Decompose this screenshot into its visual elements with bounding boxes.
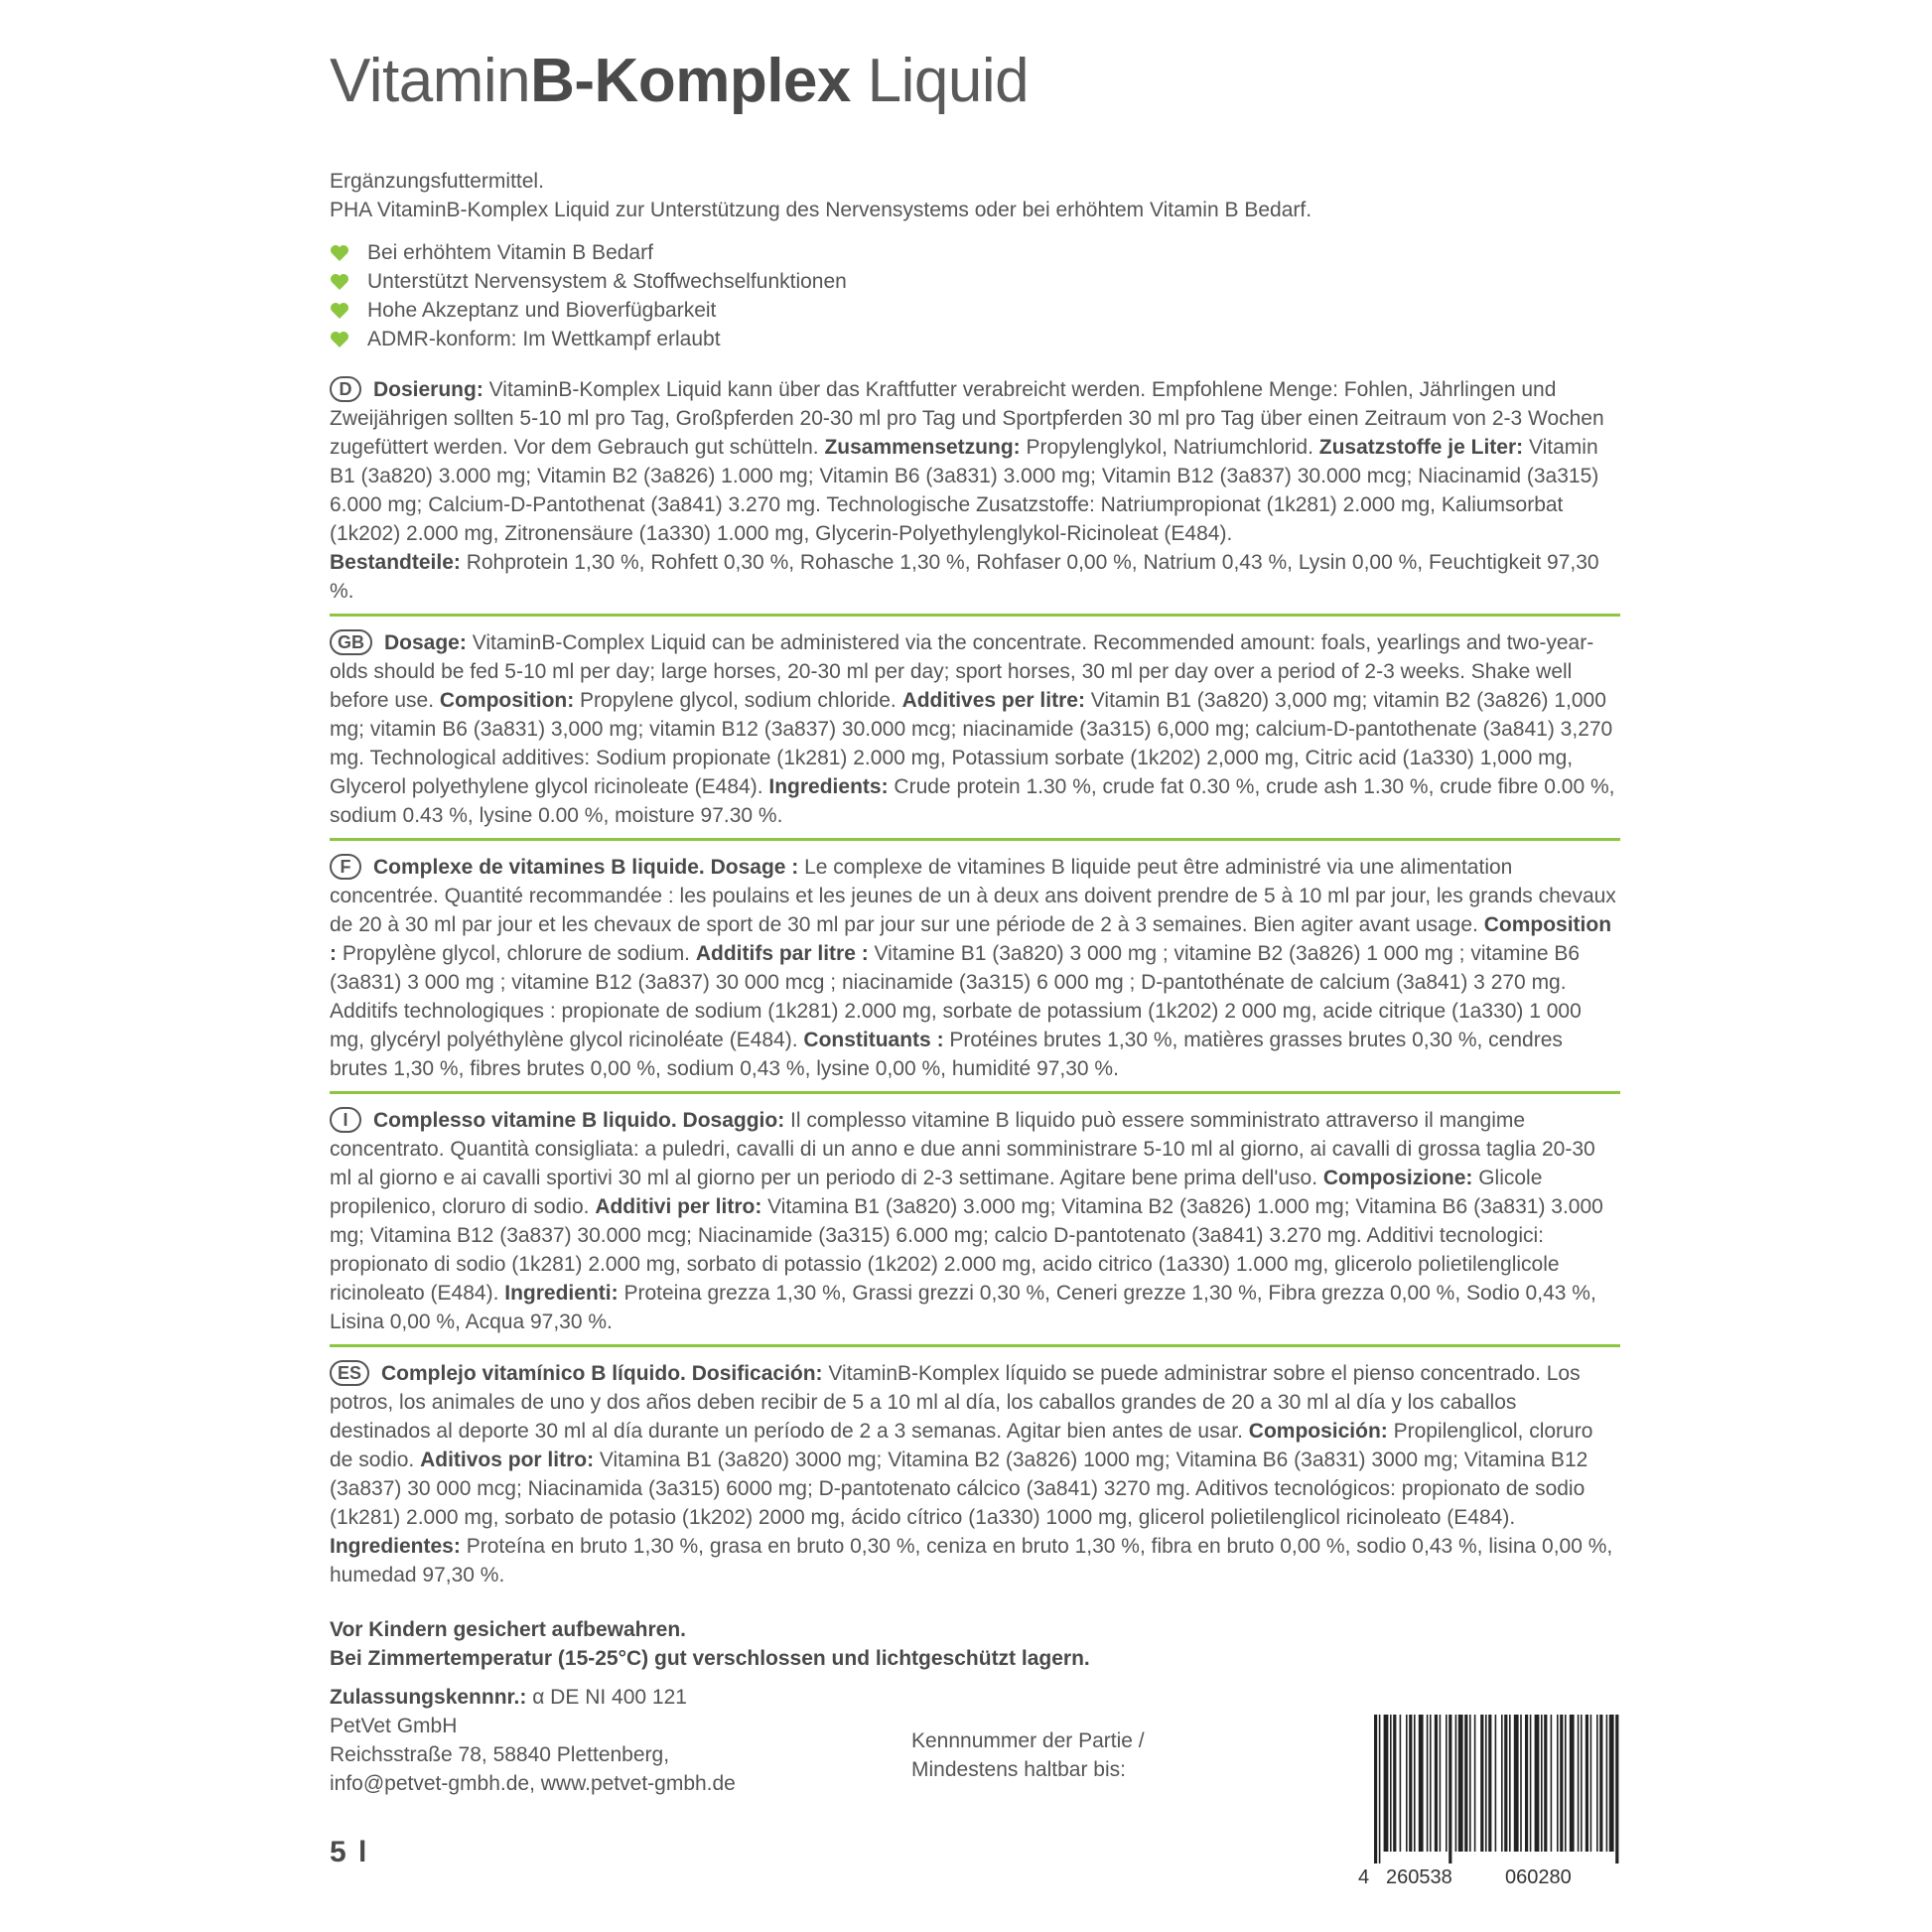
heart-icon xyxy=(330,273,349,291)
storage-note xyxy=(330,1615,1620,1673)
barcode-bar xyxy=(1485,1715,1487,1852)
barcode-bar xyxy=(1615,1715,1618,1863)
heart-icon xyxy=(330,244,349,262)
barcode-bar xyxy=(1578,1715,1580,1852)
benefit-list xyxy=(330,238,1620,353)
barcode-bar xyxy=(1419,1715,1424,1852)
barcode-bar xyxy=(1414,1715,1416,1852)
company-address: Reichsstraße 78, 58840 Plettenberg, xyxy=(330,1743,670,1766)
best-before-label: Mindestens haltbar bis: xyxy=(911,1758,1126,1781)
language-tag: I xyxy=(330,1107,361,1133)
title-bold: B-Komplex xyxy=(530,47,851,115)
barcode-icon xyxy=(1372,1715,1620,1863)
intro-line-1: Ergänzungsfuttermittel. xyxy=(330,170,544,193)
barcode-bar xyxy=(1581,1715,1583,1852)
barcode-bar xyxy=(1606,1715,1608,1852)
lot-label: Kennnummer der Partie / xyxy=(911,1729,1145,1752)
product-title xyxy=(330,40,1620,123)
barcode-bar xyxy=(1544,1715,1547,1852)
barcode-bar xyxy=(1374,1715,1377,1863)
barcode-bar xyxy=(1501,1715,1503,1852)
barcode-bar xyxy=(1504,1715,1507,1852)
company-name: PetVet GmbH xyxy=(330,1715,458,1737)
section-gb: GB Dosage: VitaminB-Complex Liquid can be administered via the concentrate. Recommended amount: foals, yearlings and two-year-olds should be fed 5-10 ml per day; large horses, 20-30 ml per day; sport horses, 30 ml per day over a period of 2-3 weeks. Shake well before use. Composition: Propylene glycol, sodium chloride. Additives per litre: Vitamin B1 (3a820) 3,000 mg; vitamin B2 (3a826) 1,000 mg; vitamin B6 (3a831) 3,000 mg; vitamin B12 (3a837) 30.000 mcg; niacinamide (3a315) 6,000 mg; calcium-D-pantothenate (3a841) 3,270 mg. Technological additives: Sodium propionate (1k281) 2.000 mg, Potassium sorbate (1k202) 2,000 mg, Citric acid (1a330) 1,000 mg, Glycerol polyethylene glycol ricinoleate (E484). Ingredients: Crude protein 1.30 %, crude fat 0.30 %, crude ash 1.30 %, crude fibre 0.00 %, sodium 0.43 %, lysine 0.00 %, moisture 97.30 %. xyxy=(330,631,1615,827)
barcode-bar xyxy=(1480,1715,1483,1852)
barcode-bar xyxy=(1393,1715,1396,1852)
barcode-bar xyxy=(1430,1715,1432,1852)
barcode-bar xyxy=(1590,1715,1592,1852)
barcode-bar xyxy=(1557,1715,1559,1852)
intro-line-2: PHA VitaminB-Komplex Liquid zur Unterstützung des Nervensystems oder bei erhöhtem Vitamin B Bedarf. xyxy=(330,199,1312,221)
manufacturer-address xyxy=(330,1683,886,1798)
barcode-bar xyxy=(1565,1715,1567,1852)
list-item: Unterstützt Nervensystem & Stoffwechselfunktionen xyxy=(330,267,1620,296)
barcode-bar xyxy=(1458,1715,1463,1852)
barcode-bar xyxy=(1464,1715,1467,1852)
barcode-bar xyxy=(1440,1715,1442,1852)
barcode-bar xyxy=(1400,1715,1402,1852)
barcode-bar xyxy=(1596,1715,1598,1852)
barcode-bar xyxy=(1474,1715,1476,1852)
language-sections xyxy=(330,375,1620,1597)
section-fr: F Complexe de vitamines B liquide. Dosage : Le complexe de vitamines B liquide peut être administré via une alimentation concentrée. Quantité recommandée : les poulains et les jeunes de un à deux ans doivent prendre de 5 à 10 ml par jour, les grands chevaux de 20 à 30 ml par jour et les chevaux de sport de 30 ml par jour sur une période de 2 à 3 semaines. Bien agiter avant usage. Composition : Propylène glycol, chlorure de sodium. Additifs par litre : Vitamine B1 (3a820) 3 000 mg ; vitamine B2 (3a826) 1 000 mg ; vitamine B6 (3a831) 3 000 mg ; vitamine B12 (3a837) 30 000 mcg ; niacinamide (3a315) 6 000 mg ; D-pantothénate de calcium (3a841) 3 270 mg. Additifs technologiques : propionate de sodium (1k281) 2.000 mg, sorbate de potassium (1k202) 2 000 mg, acide citrique (1a330) 1 000 mg, glycéryl polyéthylène glycol ricinoléate (E484). Constituants : Protéines brutes 1,30 %, matières grasses brutes 0,30 %, cendres brutes 1,30 %, fibres brutes 0,00 %, sodium 0,43 %, lysine 0,00 %, humidité 97,30 %. xyxy=(330,856,1616,1080)
barcode-bar xyxy=(1541,1715,1543,1852)
heart-icon xyxy=(330,331,349,348)
barcode-bar xyxy=(1514,1715,1519,1852)
barcode-bar xyxy=(1435,1715,1438,1852)
barcode-bar xyxy=(1570,1715,1575,1852)
barcode-bar xyxy=(1535,1715,1540,1852)
company-contact: info@petvet-gmbh.de, www.petvet-gmbh.de xyxy=(330,1772,736,1795)
barcode-bar xyxy=(1488,1715,1491,1852)
approval-number: Zulassungskennnr.: α DE NI 400 121 xyxy=(330,1686,687,1709)
barcode-bar xyxy=(1520,1715,1522,1852)
barcode-bar xyxy=(1599,1715,1602,1852)
barcode-bar xyxy=(1384,1715,1389,1852)
barcode-bar xyxy=(1560,1715,1563,1852)
barcode-bar xyxy=(1406,1715,1408,1852)
barcode-bar xyxy=(1390,1715,1392,1852)
section-de: D Dosierung: VitaminB-Komplex Liquid kann über das Kraftfutter verabreicht werden. Empfohlene Menge: Fohlen, Jährlingen und Zweijährigen sollten 5-10 ml pro Tag, Großpferden 20-30 ml pro Tag und Sportpferden 30 ml pro Tag über einen Zeitraum von 2-3 Wochen zugefüttert werden. Vor dem Gebrauch gut schütteln. Zusammensetzung: Propylenglykol, Natriumchlorid. Zusatzstoffe je Liter: Vitamin B1 (3a820) 3.000 mg; Vitamin B2 (3a826) 1.000 mg; Vitamin B6 (3a831) 3.000 mg; Vitamin B12 (3a837) 30.000 mcg; Niacinamid (3a315) 6.000 mg; Calcium-D-Pantothenat (3a841) 3.270 mg. Technologische Zusatzstoffe: Natriumpropionat (1k281) 2.000 mg, Kaliumsorbat (1k202) 2.000 mg, Zitronensäure (1a330) 1.000 mg, Glycerin-Polyethylenglykol-Ricinoleat (E484). Bestandteile: Rohprotein 1,30 %, Rohfett 0,30 %, Rohasche 1,30 %, Rohfaser 0,00 %, Natrium 0,43 %, Lysin 0,00 %, Feuchtigkeit 97,30 %. xyxy=(330,378,1604,603)
barcode-bar xyxy=(1586,1715,1588,1852)
intro xyxy=(330,167,1620,224)
lot-info xyxy=(911,1726,1229,1784)
footer: Zulassungskennnr.: α DE NI 400 121 PetVet GmbH Reichsstraße 78, 58840 Plettenberg, info@petvet-gmbh.de, www.petvet-gmbh.de 5 l Kennnummer der Partie / Mindestens haltbar bis: 4 260538 060280 xyxy=(330,1683,1620,1871)
barcode-bar xyxy=(1525,1715,1528,1852)
storage-line-1: Vor Kindern gesichert aufbewahren. xyxy=(330,1618,687,1641)
language-tag: D xyxy=(330,376,361,402)
barcode-bar xyxy=(1427,1715,1429,1852)
title-suffix: Liquid xyxy=(850,47,1030,115)
barcode-bar xyxy=(1609,1715,1614,1852)
barcode-bar xyxy=(1446,1715,1448,1852)
list-item: Hohe Akzeptanz und Bioverfügbarkeit xyxy=(330,296,1620,325)
language-tag: ES xyxy=(330,1360,369,1386)
barcode-bar xyxy=(1530,1715,1532,1852)
barcode-bar xyxy=(1551,1715,1553,1852)
language-tag: F xyxy=(330,854,361,880)
section-it: I Complesso vitamine B liquido. Dosaggio: Il complesso vitamine B liquido può essere somministrato attraverso il mangime concentrato. Quantità consigliata: a puledri, cavalli di un anno e due anni somministrare 5-10 ml al giorno, ai cavalli di grossa taglia 20-30 ml al giorno e ai cavalli sportivi 30 ml al giorno per un periodo di 2-3 settimane. Agitare bene prima dell'uso. Composizione: Glicole propilenico, cloruro di sodio. Additivi per litro: Vitamina B1 (3a820) 3.000 mg; Vitamina B2 (3a826) 1.000 mg; Vitamina B6 (3a831) 3.000 mg; Vitamina B12 (3a837) 30.000 mcg; Niacinamide (3a315) 6.000 mg; calcio D-pantotenato (3a841) 3.270 mg. Additivi tecnologici: propionato di sodio (1k281) 2.000 mg, sorbato di potassio (1k202) 2.000 mg, acido citrico (1a330) 1.000 mg, glicerolo polietilenglicole ricinoleato (E484). Ingredienti: Proteina grezza 1,30 %, Grassi grezzi 0,30 %, Ceneri grezze 1,30 %, Fibra grezza 0,00 %, Sodio 0,43 %, Lisina 0,00 %, Acqua 97,30 %. xyxy=(330,1109,1603,1333)
barcode-bar xyxy=(1409,1715,1412,1852)
barcode-bar xyxy=(1379,1715,1381,1863)
barcode-bar xyxy=(1455,1715,1457,1852)
barcode-bar xyxy=(1469,1715,1471,1852)
language-tag: GB xyxy=(330,629,372,655)
section-es: ES Complejo vitamínico B líquido. Dosificación: VitaminB-Komplex líquido se puede administrar sobre el pienso concentrado. Los potros, los animales de uno y dos años deben recibir de 5 a 10 ml al día, los caballos grandes de 20 a 30 ml al día y los caballos destinados al deporte 30 ml al día durante un período de 2 a 3 semanas. Agitar bien antes de usar. Composición: Propilenglicol, cloruro de sodio. Aditivos por litro: Vitamina B1 (3a820) 3000 mg; Vitamina B2 (3a826) 1000 mg; Vitamina B6 (3a831) 3000 mg; Vitamina B12 (3a837) 30 000 mcg; Niacinamida (3a315) 6000 mg; D-pantotenato cálcico (3a841) 3270 mg. Aditivos tecnológicos: propionato de sodio (1k281) 2.000 mg, sorbato de potasio (1k202) 2000 mg, ácido cítrico (1a330) 1000 mg, glicerol polietilenglicol ricinoleato (E484). Ingredientes: Proteína en bruto 1,30 %, grasa en bruto 0,30 %, ceniza en bruto 1,30 %, fibra en bruto 0,00 %, sodio 0,43 %, lisina 0,00 %, humedad 97,30 %. xyxy=(330,1362,1613,1587)
volume-label: 5 l xyxy=(330,1836,369,1868)
barcode-bar xyxy=(1449,1715,1451,1863)
label-page xyxy=(330,40,1620,1888)
heart-icon xyxy=(330,302,349,320)
list-item: ADMR-konform: Im Wettkampf erlaubt xyxy=(330,325,1620,353)
title-light: Vitamin xyxy=(330,47,531,115)
list-item: Bei erhöhtem Vitamin B Bedarf xyxy=(330,238,1620,267)
storage-line-2: Bei Zimmertemperatur (15-25°C) gut verschlossen und lichtgeschützt lagern. xyxy=(330,1647,1090,1670)
barcode-bar xyxy=(1495,1715,1497,1852)
barcode-bar xyxy=(1509,1715,1511,1852)
